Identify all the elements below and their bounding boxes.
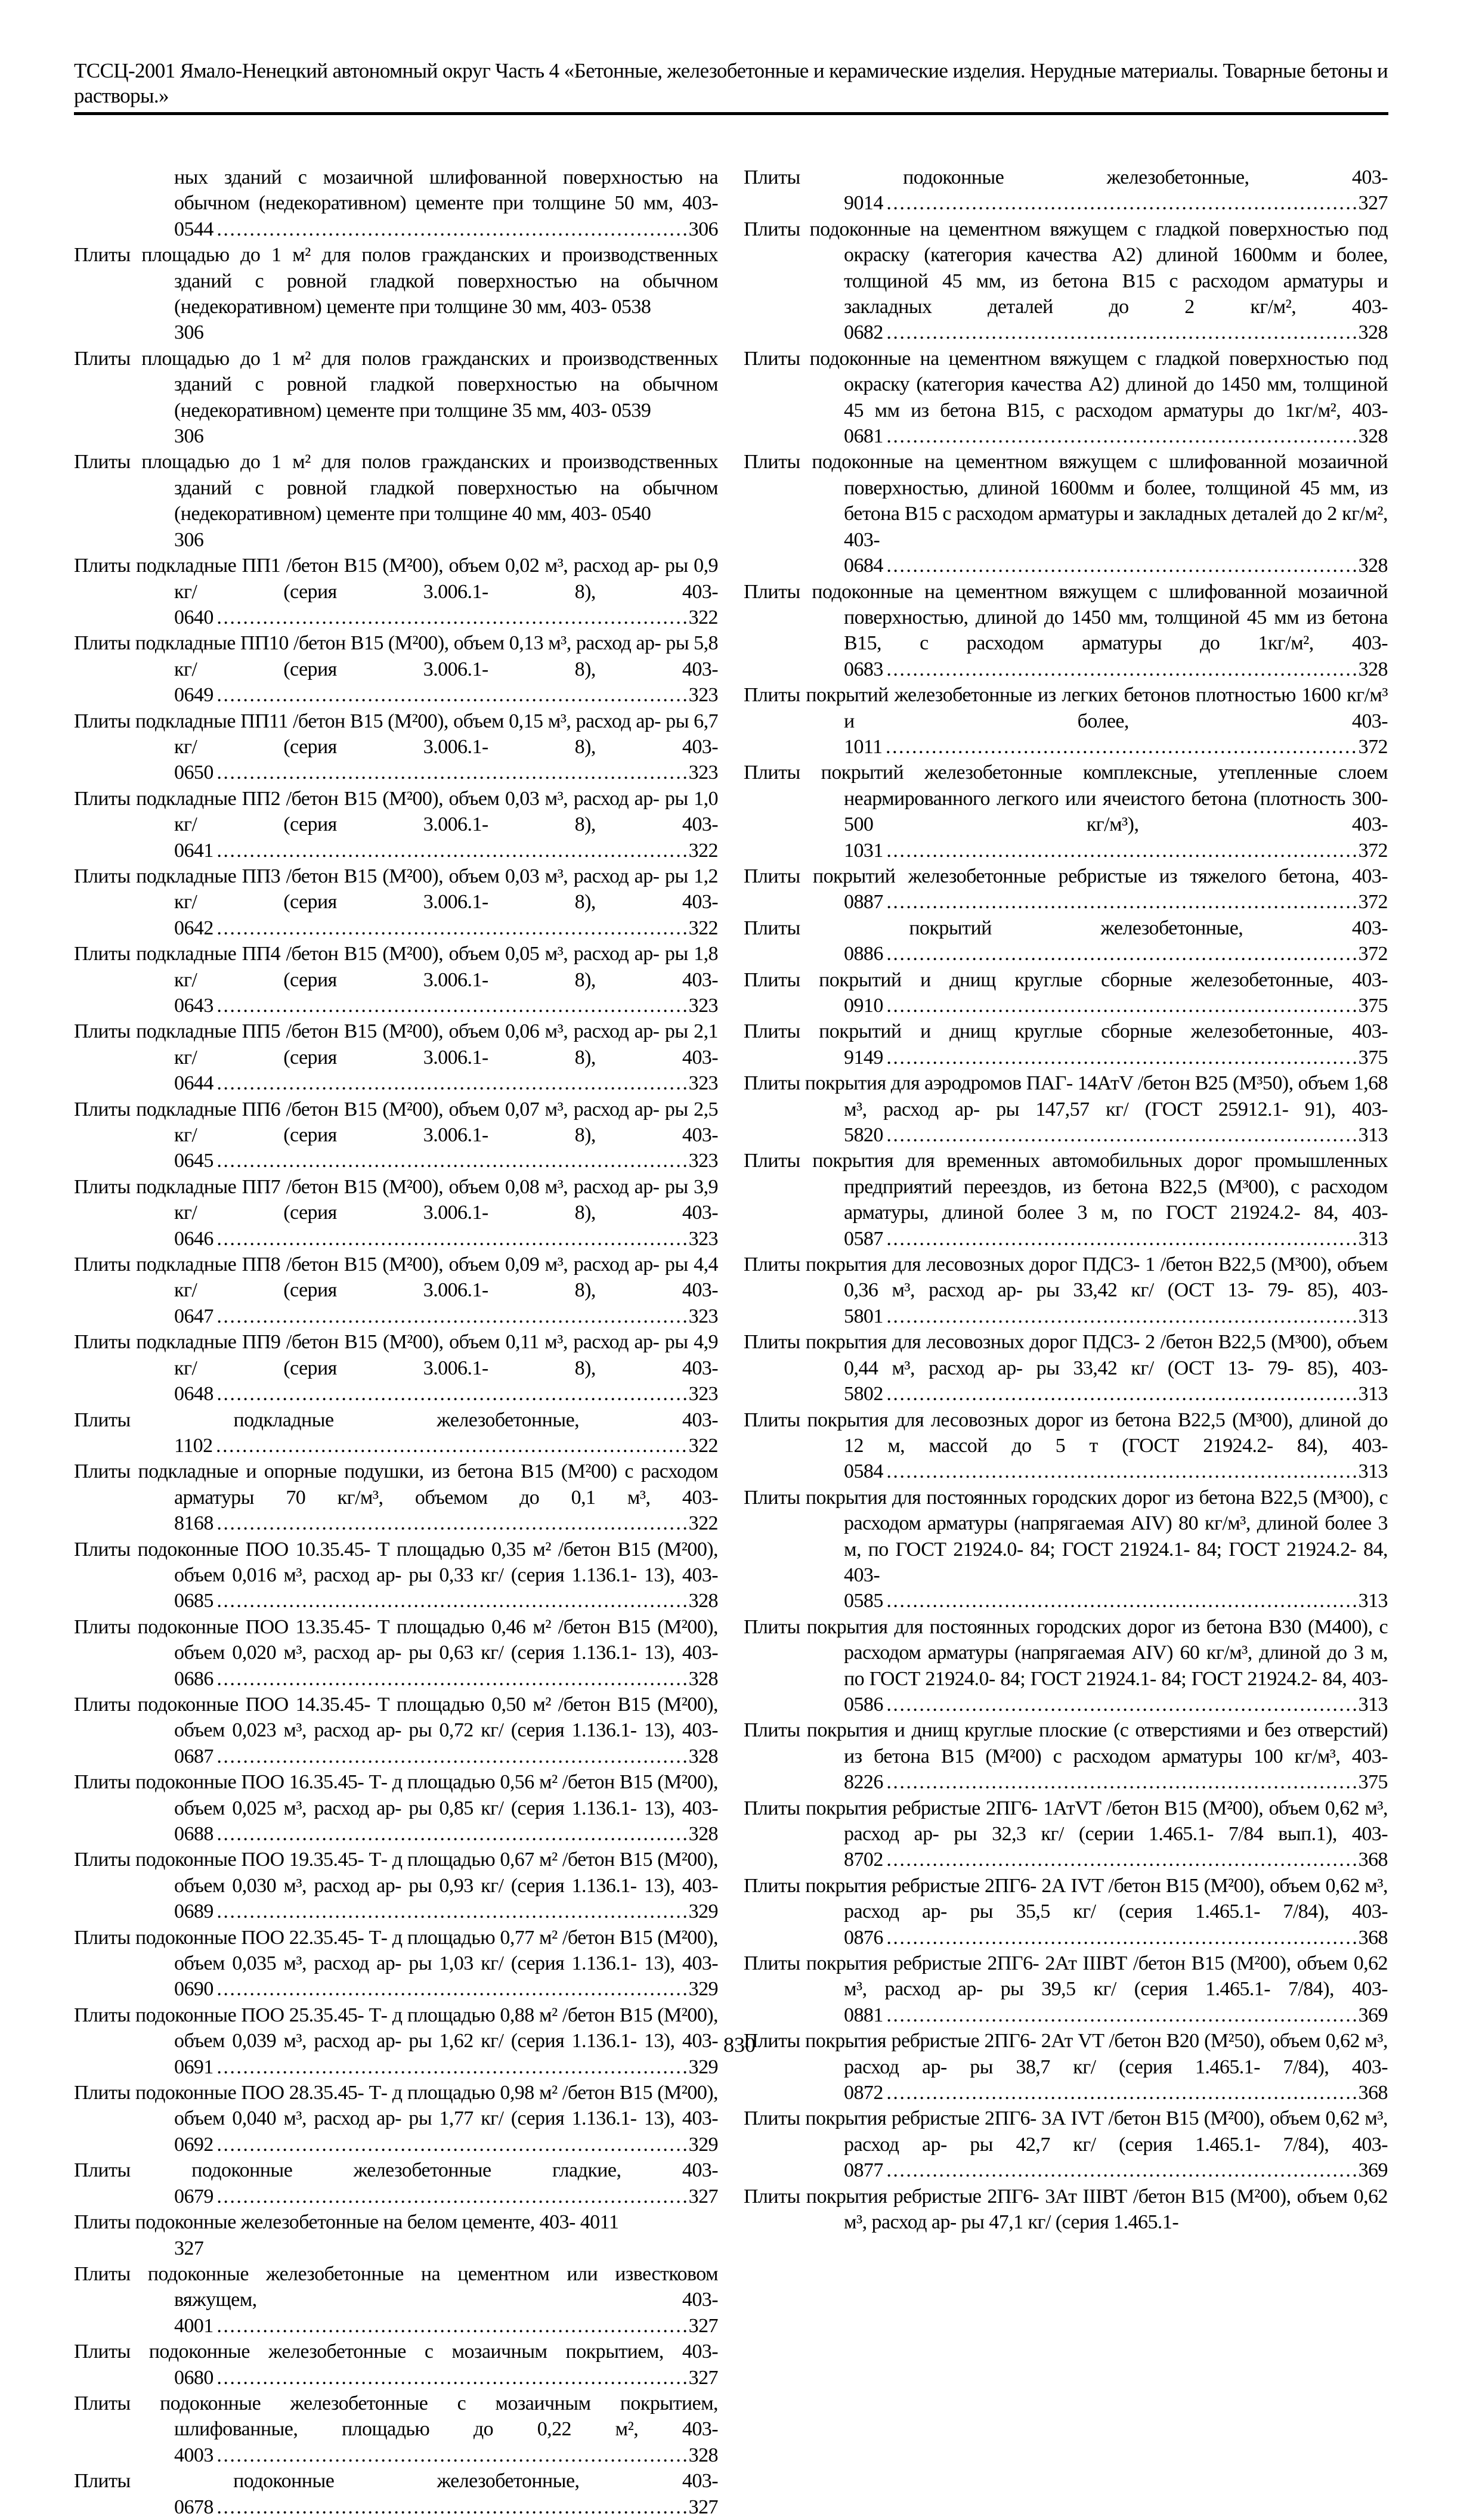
entry-text: Плиты подоконные ПОО 13.35.45- Т площадью 0,46 м² /бетон В15 (М²00), объем 0,020 м³, расход ар- ры 0,63 кг/ (серия 1.136.1- 13), 403- 0686 . . . [74, 1616, 718, 1690]
entry-page-number: 328 [686, 2442, 718, 2468]
entry-page-number: 327 [174, 2237, 204, 2259]
entry-page-number: 327 [686, 2494, 718, 2520]
entry-text: Плиты покрытий железобетонные комплексные, утепленные слоем неармированного легкого или ячеистого бетона (плотность 300- 500 кг/м³), 403- 1031 . . . [744, 761, 1388, 861]
index-entry [744, 1873, 1388, 1951]
entry-text: Плиты подоконные железобетонные, 403- 9014 . . . [744, 166, 1388, 214]
entry-page-number: 322 [686, 1433, 718, 1459]
index-entry [74, 553, 718, 630]
index-entry [744, 346, 1388, 450]
entry-text: Плиты подоконные на цементном вяжущем с гладкой поверхностью под окраску (категория качества А2) длиной до 1450 мм, толщиной 45 мм из бетона В15, с расходом арматуры до 1кг/м², 403- 0681 . . . [744, 348, 1388, 447]
entry-page-number: 328 [686, 1666, 718, 1692]
entry-page-number: 329 [686, 1899, 718, 1924]
entry-text: Плиты покрытия ребристые 2ПГ6- 3Ат IIIВТ /бетон В15 (М²00), объем 0,62 м³, расход ар- ры 47,1 кг/ (серия 1.465.1- [744, 2185, 1388, 2234]
index-entry [74, 346, 718, 450]
entry-page-number: 328 [1356, 320, 1388, 345]
entry-page-number: 322 [686, 1510, 718, 1536]
entry-text: Плиты покрытий железобетонные, 403- 0886 . . . [744, 917, 1388, 965]
index-entry [744, 1614, 1388, 1718]
entry-text: Плиты покрытия для аэродромов ПАГ- 14АтV /бетон В25 (М³50), объем 1,68 м³, расход ар- ры 147,57 кг/ (ГОСТ 25912.1- 91), 403- 5820 . . . [744, 1072, 1388, 1146]
entry-page-number: 323 [686, 1148, 718, 1174]
index-entry [744, 579, 1388, 683]
entry-page-number: 368 [1356, 1925, 1388, 1951]
entry-text: Плиты подоконные железобетонные, 403- 0678 . . . [74, 2470, 718, 2518]
entry-text: Плиты подоконные железобетонные с мозаичным покрытием, 403- 0680 . . . [74, 2341, 718, 2388]
entry-text: Плиты покрытия ребристые 2ПГ6- 1АтVT /бетон В15 (М²00), объем 0,62 м³, расход ар- ры 32,3 кг/ (серии 1.465.1- 7/84 вып.1), 403- 8702 . . . [744, 1797, 1388, 1871]
entry-text: Плиты подоконные на цементном вяжущем с шлифованной мозаичной поверхностью, длиной 1600мм и более, толщиной 45 мм, из бетона В15 с расходом арматуры и закладных деталей до 2 кг/м², 403- 0684 . . . [744, 451, 1388, 577]
entry-page-number: 306 [686, 216, 718, 242]
index-entry [744, 1329, 1388, 1407]
index-entry [74, 630, 718, 708]
page-number: 830 [723, 2033, 756, 2057]
entry-page-number: 328 [686, 1821, 718, 1847]
entry-page-number: 313 [1356, 1588, 1388, 1614]
entry-page-number: 306 [174, 321, 204, 344]
entry-text: Плиты подкладные ПП10 /бетон В15 (М²00), объем 0,13 м³, расход ар- ры 5,8 кг/ (серия 3.006.1- 8), 403- 0649 . . . [74, 632, 718, 706]
entry-text: Плиты подоконные железобетонные на белом цементе, 403- 4011 [74, 2211, 619, 2234]
entry-page-number: 327 [686, 2365, 718, 2391]
index-entry [744, 760, 1388, 863]
entry-text: Плиты подкладные ПП5 /бетон В15 (М²00), объем 0,06 м³, расход ар- ры 2,1 кг/ (серия 3.006.1- 8), 403- 0644 . . . [74, 1020, 718, 1094]
entry-page-number: 323 [686, 682, 718, 708]
index-entry [744, 1407, 1388, 1485]
index-entry [74, 1174, 718, 1252]
entry-text: Плиты покрытия ребристые 2ПГ6- 2Ат IIIВТ /бетон В15 (М²00), объем 0,62 м³, расход ар- ры 39,5 кг/ (серия 1.465.1- 7/84), 403- 0881 . . . [744, 1952, 1388, 2026]
index-entry [744, 449, 1388, 578]
entry-page-number: 313 [1356, 1459, 1388, 1484]
entry-page-number: 372 [1356, 838, 1388, 863]
index-entry [74, 2391, 718, 2468]
index-entry [74, 786, 718, 863]
index-entry [74, 2209, 718, 2261]
index-entry [74, 708, 718, 786]
index-entry [74, 941, 718, 1018]
entry-page-number: 322 [686, 838, 718, 863]
entry-text: Плиты покрытия для временных автомобильных дорог промышленных предприятий переездов, из бетона В22,5 (М³00), с расходом арматуры, длиной более 3 м, по ГОСТ 21924.2- 84, 403- 0587 . . . [744, 1150, 1388, 1249]
entry-text: Плиты покрытия для постоянных городских дорог из бетона В30 (М400), с расходом арматуры (напрягаемая АIV) 60 кг/м³, длиной до 3 м, по ГОСТ 21924.0- 84; ГОСТ 21924.1- 84; ГОСТ 21924.2- 84, 403- 0586 . . . [744, 1616, 1388, 1716]
entry-text: Плиты покрытия и днищ круглые плоские (с отверстиями и без отверстий) из бетона В15 (М²00) с расходом арматуры 100 кг/м³, 403- 8226 . . . [744, 1719, 1388, 1793]
index-entry [74, 2157, 718, 2209]
entry-text: Плиты покрытия для лесовозных дорог ПДС3- 2 /бетон В22,5 (М³00), объем 0,44 м³, расход ар- ры 33,42 кг/ (ОСТ 13- 79- 85), 403- 5802 . . . [744, 1331, 1388, 1405]
entry-page-number: 329 [686, 2132, 718, 2157]
index-entry [744, 216, 1388, 346]
entry-text: Плиты подоконные ПОО 16.35.45- Т- д площадью 0,56 м² /бетон В15 (М²00), объем 0,025 м³, расход ар- ры 0,85 кг/ (серия 1.136.1- 13), 403- 0688 . . . [74, 1771, 718, 1845]
entry-page-number: 322 [686, 605, 718, 630]
entry-page-number: 313 [1356, 1226, 1388, 1252]
index-entry [74, 165, 718, 242]
entry-text: Плиты покрытия ребристые 2ПГ6- 2А IVT /бетон В15 (М²00), объем 0,62 м³, расход ар- ры 35,5 кг/ (серия 1.465.1- 7/84), 403- 0876 . . . [744, 1875, 1388, 1949]
index-entry [744, 915, 1388, 967]
index-entry [74, 2339, 718, 2391]
index-entry [744, 165, 1388, 216]
entry-page-number: 313 [1356, 1381, 1388, 1407]
entry-page-number: 323 [686, 993, 718, 1018]
entry-text: Плиты подкладные ПП1 /бетон В15 (М²00), объем 0,02 м³, расход ар- ры 0,9 кг/ (серия 3.006.1- 8), 403- 0640 . . . [74, 555, 718, 629]
entry-text: Плиты подкладные ПП9 /бетон В15 (М²00), объем 0,11 м³, расход ар- ры 4,9 кг/ (серия 3.006.1- 8), 403- 0648 . . . [74, 1331, 718, 1405]
entry-page-number: 375 [1356, 993, 1388, 1018]
entry-page-number: 372 [1356, 889, 1388, 915]
index-entry [74, 449, 718, 553]
entry-page-number: 368 [1356, 2080, 1388, 2106]
index-entry [744, 1252, 1388, 1329]
index-entry [744, 1951, 1388, 2028]
index-entry [744, 2184, 1388, 2236]
index-entry [74, 1692, 718, 1769]
entry-page-number: 369 [1356, 2002, 1388, 2028]
entry-text: Плиты площадью до 1 м² для полов гражданских и производственных зданий с ровной гладкой поверхностью на обычном (недекоративном) цементе при толщине 40 мм, 403- 0540 [74, 451, 718, 525]
index-entry [74, 2261, 718, 2339]
entry-page-number: 327 [686, 2184, 718, 2209]
index-entry [744, 1148, 1388, 1252]
entry-text: Плиты площадью до 1 м² для полов гражданских и производственных зданий с ровной гладкой поверхностью на обычном (недекоративном) цементе при толщине 35 мм, 403- 0539 [74, 347, 718, 422]
index-entry [74, 1537, 718, 1614]
entry-page-number: 328 [1356, 423, 1388, 449]
entry-text: Плиты подоконные ПОО 10.35.45- Т площадью 0,35 м² /бетон В15 (М²00), объем 0,016 м³, расход ар- ры 0,33 кг/ (серия 1.136.1- 13), 403- 0685 . . . [74, 1538, 718, 1612]
index-entry [744, 1070, 1388, 1148]
index-entry [74, 1018, 718, 1096]
entry-text: Плиты подоконные ПОО 14.35.45- Т площадью 0,50 м² /бетон В15 (М²00), объем 0,023 м³, расход ар- ры 0,72 кг/ (серия 1.136.1- 13), 403- 0687 . . . [74, 1694, 718, 1767]
index-entry [74, 242, 718, 346]
index-entry [744, 863, 1388, 915]
entry-page-number: 375 [1356, 1045, 1388, 1070]
entry-text: Плиты подоконные ПОО 22.35.45- Т- д площадью 0,77 м² /бетон В15 (М²00), объем 0,035 м³, расход ар- ры 1,03 кг/ (серия 1.136.1- 13), 403- 0690 . . . [74, 1927, 718, 2001]
entry-text: Плиты подкладные железобетонные, 403- 1102 . . . [74, 1409, 718, 1457]
index-column-left [74, 165, 718, 2520]
entry-page-number: 375 [1356, 1769, 1388, 1795]
entry-text: Плиты подкладные ПП4 /бетон В15 (М²00), объем 0,05 м³, расход ар- ры 1,8 кг/ (серия 3.006.1- 8), 403- 0643 . . . [74, 943, 718, 1017]
index-entry [74, 1329, 718, 1407]
entry-page-number: 327 [1356, 190, 1388, 216]
entry-text: Плиты покрытий железобетонные из легких бетонов плотностью 1600 кг/м³ и более, 403- 1011 . . . [744, 684, 1388, 758]
index-entry [74, 863, 718, 941]
index-entry [744, 2106, 1388, 2183]
entry-text: Плиты подкладные ПП6 /бетон В15 (М²00), объем 0,07 м³, расход ар- ры 2,5 кг/ (серия 3.006.1- 8), 403- 0645 . . . [74, 1098, 718, 1172]
header-title: ТССЦ-2001 Ямало-Ненецкий автономный округ Часть 4 «Бетонные, железобетонные и керамические изделия. Нерудные материалы. Товарные бетоны и растворы.» [74, 59, 1388, 107]
index-entry [744, 1717, 1388, 1795]
entry-page-number: 323 [686, 1070, 718, 1096]
index-entry [74, 1769, 718, 1847]
entry-page-number: 372 [1356, 941, 1388, 967]
entry-page-number: 322 [686, 915, 718, 941]
index-entry [74, 1459, 718, 1536]
entry-text: Плиты подкладные ПП3 /бетон В15 (М²00), объем 0,03 м³, расход ар- ры 1,2 кг/ (серия 3.006.1- 8), 403- 0642 . . . [74, 865, 718, 939]
entry-text: Плиты подкладные ПП7 /бетон В15 (М²00), объем 0,08 м³, расход ар- ры 3,9 кг/ (серия 3.006.1- 8), 403- 0646 . . . [74, 1176, 718, 1250]
entry-text: Плиты подкладные ПП8 /бетон В15 (М²00), объем 0,09 м³, расход ар- ры 4,4 кг/ (серия 3.006.1- 8), 403- 0647 . . . [74, 1253, 718, 1327]
index-entry [74, 1847, 718, 1924]
entry-page-number: 327 [686, 2313, 718, 2339]
index-entry [74, 1097, 718, 1174]
entry-page-number: 313 [1356, 1304, 1388, 1329]
entry-text: Плиты покрытия ребристые 2ПГ6- 2Ат VT /бетон В20 (М²50), объем 0,62 м³, расход ар- ры 38,7 кг/ (серия 1.465.1- 7/84), 403- 0872 . . . [744, 2030, 1388, 2104]
entry-page-number: 368 [1356, 1847, 1388, 1872]
index-entry [744, 1795, 1388, 1873]
index-entry [74, 1252, 718, 1329]
entry-text: Плиты подоконные на цементном вяжущем с гладкой поверхностью под окраску (категория качества А2) длиной 1600мм и более, толщиной 45 мм, из бетона В15 с расходом арматуры и закладных деталей до 2 кг/м², 403- 0682 . . . [744, 218, 1388, 344]
index-entry [744, 1018, 1388, 1070]
running-header [74, 58, 1388, 115]
index-entry [74, 1407, 718, 1459]
index-entry [744, 682, 1388, 760]
entry-text: Плиты подоконные железобетонные с мозаичным покрытием, шлифованные, площадью до 0,22 м², 403- 4003 . . . [74, 2392, 718, 2466]
entry-text: Плиты покрытий и днищ круглые сборные железобетонные, 403- 9149 . . . [744, 1020, 1388, 1068]
entry-text: Плиты покрытия для лесовозных дорог из бетона В22,5 (М³00), длиной до 12 м, массой до 5 т (ГОСТ 21924.2- 84), 403- 0584 . . . [744, 1409, 1388, 1483]
entry-text: Плиты подоконные железобетонные гладкие, 403- 0679 . . . [74, 2159, 718, 2207]
entry-page-number: 323 [686, 1381, 718, 1407]
entry-page-number: 329 [686, 2054, 718, 2080]
entry-page-number: 328 [1356, 657, 1388, 682]
index-entry [744, 1485, 1388, 1614]
entry-text: Плиты подоконные железобетонные на цементном или известковом вяжущем, 403- 4001 . . . [74, 2263, 718, 2337]
entry-page-number: 372 [1356, 734, 1388, 760]
entry-text: Плиты подоконные ПОО 28.35.45- Т- д площадью 0,98 м² /бетон В15 (М²00), объем 0,040 м³, расход ар- ры 1,77 кг/ (серия 1.136.1- 13), 403- 0692 . . . [74, 2082, 718, 2156]
entry-text: Плиты покрытия для постоянных городских дорог из бетона В22,5 (М³00), с расходом арматуры (напрягаемая АIV) 80 кг/м³, длиной более 3 м, по ГОСТ 21924.0- 84; ГОСТ 21924.1- 84; ГОСТ 21924.2- 84, 403- 0585 . . . [744, 1487, 1388, 1612]
entry-page-number: 323 [686, 760, 718, 785]
entry-page-number: 328 [1356, 553, 1388, 578]
entry-text: Плиты площадью до 1 м² для полов гражданских и производственных зданий с ровной гладкой поверхностью на обычном (недекоративном) цементе при толщине 30 мм, 403- 0538 [74, 244, 718, 318]
entry-text: Плиты подкладные ПП2 /бетон В15 (М²00), объем 0,03 м³, расход ар- ры 1,0 кг/ (серия 3.006.1- 8), 403- 0641 . . . [74, 788, 718, 862]
index-entry [74, 1614, 718, 1692]
entry-page-number: 329 [686, 1976, 718, 2002]
entry-text: Плиты подоконные ПОО 19.35.45- Т- д площадью 0,67 м² /бетон В15 (М²00), объем 0,030 м³, расход ар- ры 0,93 кг/ (серия 1.136.1- 13), 403- 0689 . . . [74, 1849, 718, 1922]
entry-page-number: 323 [686, 1304, 718, 1329]
entry-page-number: 369 [1356, 2157, 1388, 2183]
entry-text: Плиты покрытия для лесовозных дорог ПДС3- 1 /бетон В22,5 (М³00), объем 0,36 м³, расход ар- ры 33,42 кг/ (ОСТ 13- 79- 85), 403- 5801 . . . [744, 1253, 1388, 1327]
entry-text: Плиты подоконные ПОО 25.35.45- Т- д площадью 0,88 м² /бетон В15 (М²00), объем 0,039 м³, расход ар- ры 1,62 кг/ (серия 1.136.1- 13), 403- 0691 . . . [74, 2004, 718, 2078]
entry-page-number: 313 [1356, 1122, 1388, 1148]
entry-text: Плиты подкладные и опорные подушки, из бетона В15 (М²00) с расходом арматуры 70 кг/м³, объемом до 0,1 м³, 403- 8168 . . . [74, 1460, 718, 1534]
index-entry [74, 2468, 718, 2520]
entry-text: Плиты подкладные ПП11 /бетон В15 (М²00), объем 0,15 м³, расход ар- ры 6,7 кг/ (серия 3.006.1- 8), 403- 0650 . . . [74, 710, 718, 784]
entry-page-number: 306 [174, 425, 204, 448]
entry-page-number: 306 [174, 528, 204, 551]
index-entry [74, 1925, 718, 2002]
entry-page-number: 313 [1356, 1692, 1388, 1717]
entry-page-number: 328 [686, 1744, 718, 1769]
entry-text: Плиты покрытий железобетонные ребристые из тяжелого бетона, 403- 0887 . . . [744, 865, 1388, 913]
entry-text: ных зданий с мозаичной шлифованной поверхностью на обычном (недекоративном) цементе при толщине 50 мм, 403- 0544 . . . [174, 166, 718, 240]
index-column-right [744, 165, 1388, 2236]
entry-page-number: 328 [686, 1588, 718, 1614]
entry-page-number: 323 [686, 1226, 718, 1252]
entry-text: Плиты покрытия ребристые 2ПГ6- 3А IVT /бетон В15 (М²00), объем 0,62 м³, расход ар- ры 42,7 кг/ (серия 1.465.1- 7/84), 403- 0877 . . . [744, 2107, 1388, 2181]
index-entry [744, 967, 1388, 1019]
entry-text: Плиты покрытий и днищ круглые сборные железобетонные, 403- 0910 . . . [744, 969, 1388, 1017]
entry-text: Плиты подоконные на цементном вяжущем с шлифованной мозаичной поверхностью, длиной до 1450 мм, толщиной 45 мм из бетона В15, с расходом арматуры до 1кг/м², 403- 0683 . . . [744, 581, 1388, 680]
